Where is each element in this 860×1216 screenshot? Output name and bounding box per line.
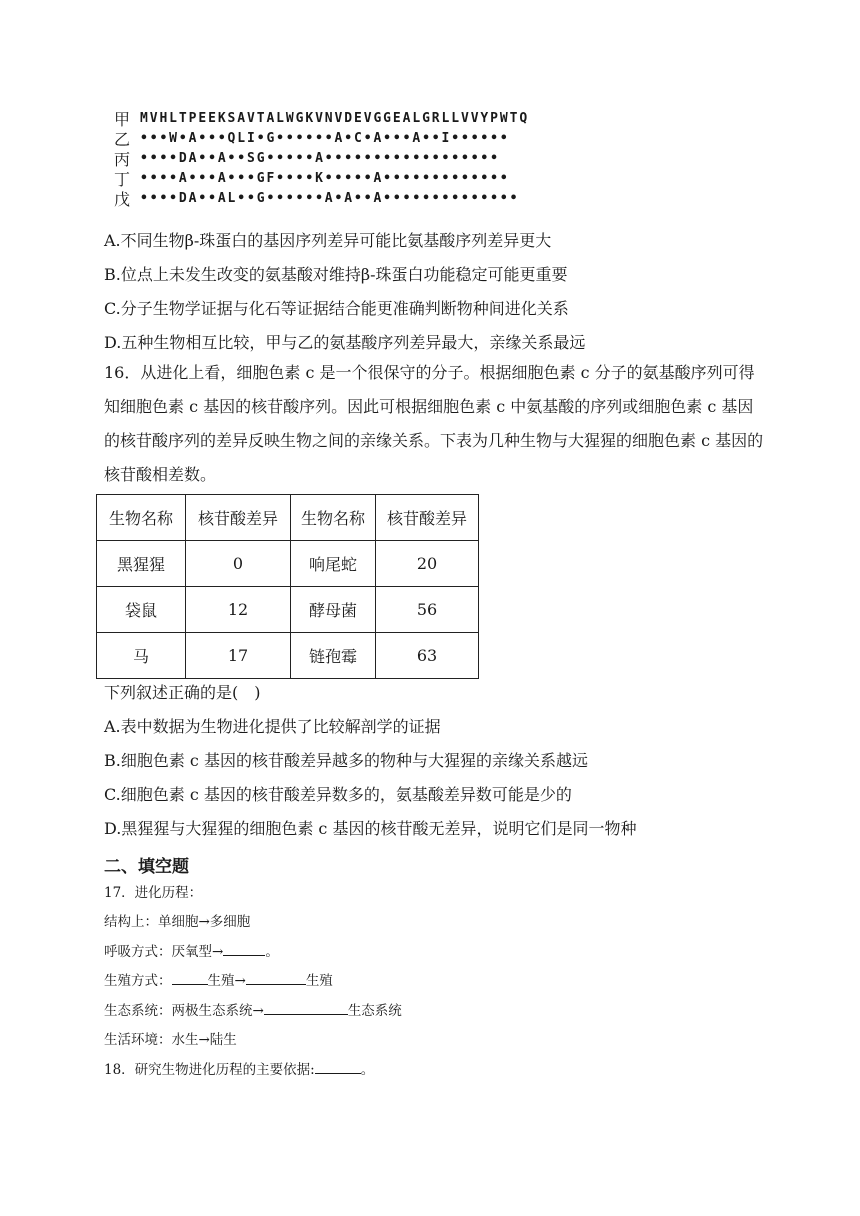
- q16-option-d: D.黑猩猩与大猩猩的细胞色素 c 基因的核苷酸无差异，说明它们是同一物种: [104, 819, 637, 838]
- sequence-label: 丙: [114, 149, 131, 169]
- sequence-text: •••W•A•••QLI•G••••••A•C•A•••A••I••••••: [140, 130, 510, 146]
- nucleotide-difference-table: [96, 494, 479, 679]
- q17-habitat: 生活环境：水生→陆生: [104, 1032, 237, 1048]
- q17-respiration: [104, 940, 279, 960]
- q15-option-d: D.五种生物相互比较，甲与乙的氨基酸序列差异最大，亲缘关系最远: [104, 333, 586, 352]
- q16-stem: 16．从进化上看，细胞色素 c 是一个很保守的分子。根据细胞色素 c 分子的氨基酸序列可得知细胞色素 c 基因的核苷酸序列。因此可根据细胞色素 c 中氨基酸的序列或细胞色素 c 基因的核苷酸序列的差异反映生物之间的亲缘关系。下表为几种生物与大猩猩的细胞色素 c 基因的核苷酸相差数。: [104, 363, 764, 484]
- q15-option-a: A.不同生物β-珠蛋白的基因序列差异可能比氨基酸序列差异更大: [104, 231, 552, 250]
- q17-title: 17．进化历程：: [104, 885, 203, 901]
- sequence-row: [114, 188, 529, 208]
- q17-ecosystem-prefix: 生态系统：两极生态系统→: [104, 1003, 264, 1019]
- answer-blank[interactable]: [315, 1059, 361, 1074]
- table-cell: 63: [376, 633, 479, 679]
- table-header-cell: 核苷酸差异: [376, 495, 479, 541]
- q16-option-a: A.表中数据为生物进化提供了比较解剖学的证据: [104, 717, 441, 736]
- sequence-text: MVHLTPEEKSAVTALWGKVNVDEVGGEALGRLLVVYPWTQ: [140, 110, 530, 126]
- table-header-cell: 生物名称: [97, 495, 186, 541]
- q17-ecosystem-suffix: 生态系统: [347, 1003, 402, 1019]
- answer-blank[interactable]: [264, 1000, 348, 1015]
- sequence-text: ••••DA••A••SG•••••A••••••••••••••••••: [140, 150, 500, 166]
- q17-reproduction-prefix: 生殖方式：: [104, 973, 172, 989]
- table-cell: 马: [97, 633, 186, 679]
- q17-structure: 结构上：单细胞→多细胞: [104, 914, 251, 930]
- table-cell: 黑猩猩: [97, 541, 186, 587]
- table-header-cell: 核苷酸差异: [186, 495, 291, 541]
- answer-blank[interactable]: [223, 941, 265, 956]
- table-cell: 袋鼠: [97, 587, 186, 633]
- q17-respiration-prefix: 呼吸方式：厌氧型→: [104, 944, 224, 960]
- table-cell: 17: [186, 633, 291, 679]
- q15-option-b: B.位点上未发生改变的氨基酸对维持β-珠蛋白功能稳定可能更重要: [104, 265, 568, 284]
- q17-ecosystem: [104, 999, 402, 1019]
- table-cell: 20: [376, 541, 479, 587]
- table-cell: 12: [186, 587, 291, 633]
- sequence-label: 丁: [114, 169, 131, 189]
- answer-blank[interactable]: [246, 970, 306, 985]
- table-cell: 链孢霉: [291, 633, 376, 679]
- q16-option-b: B.细胞色素 c 基因的核苷酸差异越多的物种与大猩猩的亲缘关系越远: [104, 751, 588, 770]
- sequence-alignment: [114, 108, 529, 208]
- table-header-row: [97, 495, 479, 541]
- sequence-row: [114, 128, 529, 148]
- q18-suffix: 。: [360, 1062, 375, 1078]
- table-cell: 酵母菌: [291, 587, 376, 633]
- q17-respiration-suffix: 。: [265, 944, 279, 960]
- q18: [104, 1058, 374, 1078]
- sequence-label: 戊: [114, 189, 131, 209]
- table-row: [97, 633, 479, 679]
- q18-prefix: 18．研究生物进化历程的主要依据:: [104, 1062, 315, 1078]
- q17-reproduction-mid: 生殖→: [207, 973, 246, 989]
- q15-option-c: C.分子生物学证据与化石等证据结合能更准确判断物种间进化关系: [104, 299, 569, 318]
- q16-option-c: C.细胞色素 c 基因的核苷酸差异数多的，氨基酸差异数可能是少的: [104, 785, 572, 804]
- sequence-text: ••••DA••AL••G••••••A•A••A••••••••••••••: [140, 190, 520, 206]
- sequence-row: [114, 108, 529, 128]
- answer-blank[interactable]: [172, 970, 208, 985]
- table-cell: 0: [186, 541, 291, 587]
- table-row: [97, 541, 479, 587]
- sequence-row: [114, 148, 529, 168]
- table-header-cell: 生物名称: [291, 495, 376, 541]
- sequence-label: 乙: [114, 129, 131, 149]
- q17-reproduction-suffix: 生殖: [305, 973, 333, 989]
- sequence-text: ••••A•••A•••GF••••K•••••A•••••••••••••: [140, 170, 510, 186]
- table-cell: 响尾蛇: [291, 541, 376, 587]
- sequence-label: 甲: [114, 109, 131, 129]
- table-cell: 56: [376, 587, 479, 633]
- q16-prompt: 下列叙述正确的是( ): [104, 683, 261, 702]
- q17-reproduction: [104, 969, 333, 989]
- sequence-row: [114, 168, 529, 188]
- table-row: [97, 587, 479, 633]
- section-title: 二、填空题: [104, 857, 189, 877]
